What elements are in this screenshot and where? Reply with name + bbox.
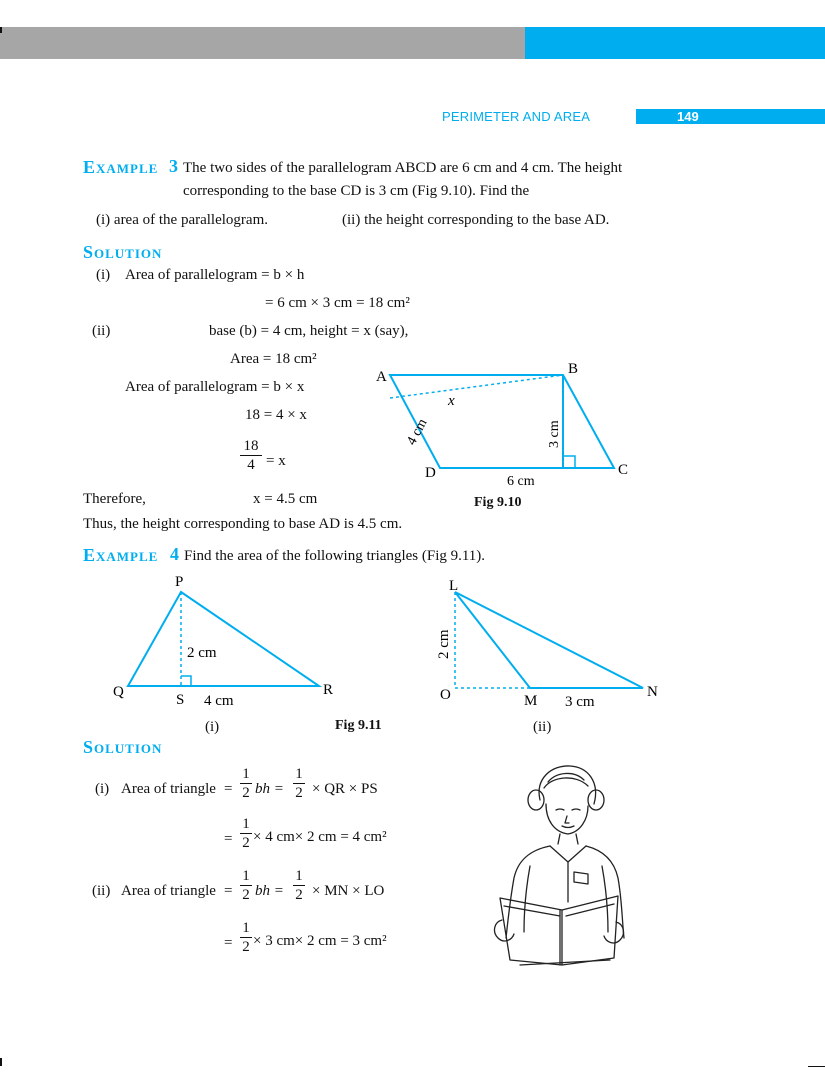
sol4-ii-label: (ii) — [92, 883, 111, 899]
sol3-ii-line3: Area of parallelogram = b × x — [125, 379, 305, 395]
sol3-fraction: 18 4 — [240, 438, 262, 473]
header-bar-grey — [0, 27, 525, 59]
sol3-ii-label: (ii) — [92, 323, 111, 339]
height-x-line — [390, 375, 563, 398]
example4-number: 4 — [170, 544, 179, 564]
sol4-i-label: (i) — [95, 781, 110, 797]
label-a: A — [376, 369, 387, 385]
sol4-i-line2-half: 1 2 — [240, 816, 252, 851]
sol4-i-equals: = — [224, 781, 233, 797]
sol4-i-line2-rhs: × 4 cm× 2 cm = 4 cm² — [253, 829, 387, 845]
label-x: x — [448, 393, 455, 409]
sol4-i-text: Area of triangle — [121, 781, 216, 797]
sol3-ii-line4: 18 = 4 × x — [245, 407, 307, 423]
sol3-therefore-value: x = 4.5 cm — [253, 491, 318, 507]
sol3-ii-line1: base (b) = 4 cm, height = x (say), — [209, 323, 409, 339]
right-angle-mark — [563, 456, 575, 468]
header-bar-blue — [525, 27, 825, 59]
example4-solution-heading: SOLUTION — [83, 737, 163, 757]
sol4-i-bh: bh = — [255, 781, 284, 797]
label-r: R — [323, 682, 334, 698]
figure-9-11-i — [105, 570, 345, 715]
girl-reading-illustration — [490, 760, 630, 975]
fig-9-11-sub-ii: (ii) — [533, 719, 552, 735]
triangle-pqr — [128, 592, 319, 686]
label-height-2cm: 2 cm — [187, 645, 217, 661]
label-height-3cm: 3 cm — [547, 420, 562, 448]
page-number-box — [636, 109, 825, 124]
label-s: S — [176, 692, 185, 708]
fig-9-11-sub-i: (i) — [205, 719, 220, 735]
crop-mark — [0, 27, 2, 33]
sol4-i-half-1: 1 2 — [240, 766, 252, 801]
label-m: M — [524, 693, 538, 709]
fig-9-11-caption: Fig 9.11 — [335, 718, 382, 733]
crop-mark-bottom-left — [0, 1058, 2, 1066]
label-l: L — [449, 578, 459, 594]
example3-solution-heading: SOLUTION — [83, 242, 163, 262]
figure-9-10 — [370, 355, 640, 515]
sol4-ii-rhs: × MN × LO — [312, 883, 385, 899]
example3-part-i: (i) area of the parallelogram. — [96, 212, 268, 228]
page-number: 149 — [677, 109, 699, 124]
example3-heading: EXAMPLE — [83, 157, 159, 177]
label-c: C — [618, 462, 629, 478]
label-p: P — [175, 574, 184, 590]
label-height-2cm: 2 cm — [436, 629, 452, 659]
label-base-3cm: 3 cm — [565, 694, 595, 710]
example4-heading: EXAMPLE — [83, 545, 159, 565]
crop-mark-bottom-right — [808, 1066, 825, 1067]
example3-problem-line1: The two sides of the parallelogram ABCD are 6 cm and 4 cm. The height — [183, 160, 623, 176]
sol3-therefore: Therefore, — [83, 491, 146, 507]
example3-part-ii: (ii) the height corresponding to the base AD. — [342, 212, 610, 228]
sol3-i-line2: = 6 cm × 3 cm = 18 cm² — [265, 295, 410, 311]
label-o: O — [440, 687, 451, 703]
sol4-i-rhs: × QR × PS — [312, 781, 378, 797]
sol4-ii-half-1: 1 2 — [240, 868, 252, 903]
sol4-i-half-2: 1 2 — [293, 766, 305, 801]
sol4-ii-bh: bh = — [255, 883, 284, 899]
example4-problem: Find the area of the following triangles (Fig 9.11). — [184, 548, 486, 564]
sol4-ii-half-2: 1 2 — [293, 868, 305, 903]
sol4-ii-equals: = — [224, 883, 233, 899]
label-b: B — [568, 361, 579, 377]
label-base-6cm: 6 cm — [507, 474, 535, 489]
label-n: N — [647, 684, 658, 700]
example3-number: 3 — [169, 156, 178, 176]
sol4-ii-text: Area of triangle — [121, 883, 216, 899]
chapter-title: PERIMETER AND AREA — [442, 109, 591, 124]
sol4-ii-line2-half: 1 2 — [240, 920, 252, 955]
example3-problem-line2: corresponding to the base CD is 3 cm (Fig 9.10). Find the — [183, 183, 530, 199]
fig-9-10-caption: Fig 9.10 — [474, 495, 522, 510]
sol3-fraction-rhs: = x — [266, 453, 286, 469]
sol4-i-line2-equals: = — [224, 831, 233, 847]
sol4-ii-line2-rhs: × 3 cm× 2 cm = 3 cm² — [253, 933, 387, 949]
label-q: Q — [113, 684, 124, 700]
label-side-4cm: 4 cm — [404, 416, 431, 448]
triangle-lmn — [455, 592, 643, 688]
sol4-ii-line2-equals: = — [224, 935, 233, 951]
figure-9-11-ii — [420, 570, 670, 715]
label-base-4cm: 4 cm — [204, 693, 234, 709]
sol3-i-label: (i) — [96, 267, 111, 283]
sol3-conclusion: Thus, the height corresponding to base AD is 4.5 cm. — [83, 516, 403, 532]
right-angle-mark-s — [181, 676, 191, 686]
label-d: D — [425, 465, 436, 481]
sol3-ii-line2: Area = 18 cm² — [230, 351, 317, 367]
sol3-i-line1: Area of parallelogram = b × h — [125, 267, 305, 283]
